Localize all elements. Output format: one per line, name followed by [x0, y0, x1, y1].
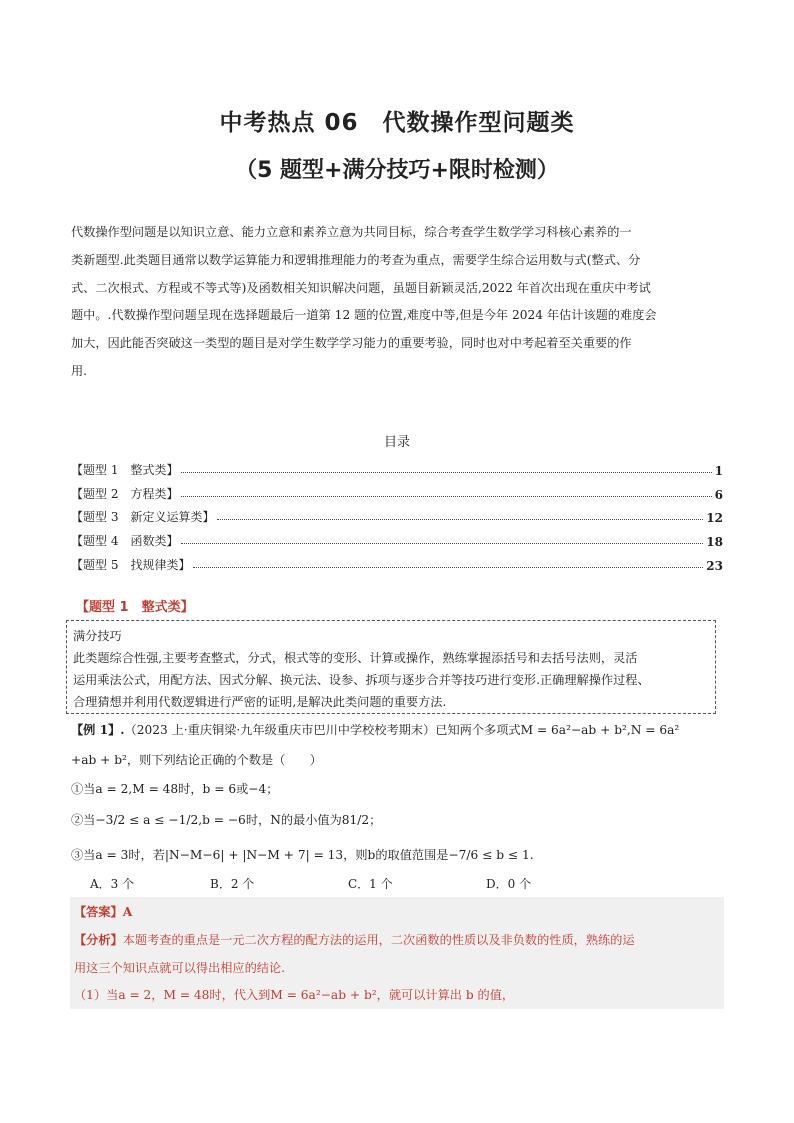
answer-value: A: [122, 905, 133, 919]
table-of-contents: [71, 454, 723, 573]
toc-item-label: 【题型 1 整式类】: [71, 462, 179, 477]
example-stem-line2: +ab + b²，则下列结论正确的个数是（ ）: [71, 753, 322, 767]
intro-line: 代数操作型问题是以知识立意、能力立意和素养立意为共同目标，综合考查学生数学学习科核心素养的一: [71, 225, 632, 239]
toc-item-page: 18: [706, 535, 723, 550]
intro-line: 题中。.代数操作型问题呈现在选择题最后一道第 12 题的位置,难度中等,但是今年 2024 年估计该题的难度会: [71, 308, 657, 323]
toc-item-label: 【题型 5 找规律类】: [71, 557, 191, 572]
toc-leader-dots: [181, 543, 703, 544]
toc-title: 目录: [383, 435, 410, 450]
toc-leader-dots: [193, 567, 703, 568]
toc-item-label: 【题型 3 新定义运算类】: [71, 510, 215, 525]
tips-heading: 满分技巧: [73, 629, 122, 643]
page-subtitle: （5 题型+满分技巧+限时检测）: [235, 158, 559, 183]
option-a[interactable]: A．3 个: [90, 877, 135, 891]
intro-paragraph: [71, 219, 723, 386]
tips-box: [66, 620, 716, 714]
option-d[interactable]: D．0 个: [486, 877, 532, 891]
toc-item-page: 6: [714, 487, 723, 502]
tips-line: 运用乘法公式，用配方法、因式分解、换元法、设参、拆项与逐步合并等技巧进行变形.正确理解操作过程、: [73, 673, 650, 687]
analysis-label: 【分析】: [74, 933, 123, 947]
toc-item[interactable]: [71, 549, 723, 573]
toc-leader-dots: [181, 472, 711, 473]
intro-line: 类新题型.此类题目通常以数学运算能力和逻辑推理能力的考查为重点，需要学生综合运用数与式(整式、分: [71, 252, 641, 267]
tips-line: 此类题综合性强,主要考查整式，分式，根式等的变形、计算或操作，熟练掌握添括号和去括号法则，灵活: [73, 651, 638, 665]
toc-item[interactable]: [71, 478, 723, 502]
intro-line: 用.: [71, 363, 88, 378]
toc-item-label: 【题型 4 函数类】: [71, 534, 179, 549]
intro-line: 式、二次根式、方程或不等式等)及函数相关知识解决问题，虽题目新颖灵活,2022 年首次出现在重庆中考试: [71, 280, 651, 295]
analysis-line-3: （1）当a = 2，M = 48时，代入到M = 6a²−ab + b²，就可以计算出 b 的值，: [74, 988, 515, 1002]
toc-leader-dots: [181, 496, 711, 497]
toc-item-label: 【题型 2 方程类】: [71, 486, 179, 501]
analysis-line-1: [74, 931, 635, 948]
toc-item-page: 12: [706, 511, 723, 526]
solution-box: [70, 897, 724, 1009]
toc-item[interactable]: [71, 454, 723, 478]
toc-item-page: 23: [706, 558, 723, 573]
example-stem-line1: 已知两个多项式M = 6a²−ab + b²,N = 6a²: [435, 723, 680, 737]
toc-item-page: 1: [714, 463, 723, 478]
example-item-1: ①当a = 2,M = 48时，b = 6或−4；: [71, 782, 279, 796]
section-heading: 【题型 1 整式类】: [76, 600, 194, 615]
analysis-text-1: 本题考查的重点是一元二次方程的配方法的运用，二次函数的性质以及非负数的性质，熟练的运: [122, 933, 635, 947]
example-stem: [71, 721, 731, 738]
intro-line: 加大，因此能否突破这一类型的题目是对学生数学学习能力的重要考验，同时也对中考起着至关重要的作: [71, 336, 632, 351]
example-item-3: ③当a = 3时，若|N−M−6| + |N−M + 7| = 13，则b的取值范围是−7/6 ≤ b ≤ 1.: [71, 848, 534, 862]
answer-line: [74, 903, 132, 920]
example-label: 【例 1】.: [71, 723, 125, 737]
toc-item[interactable]: [71, 502, 723, 526]
page-title: 中考热点 06 代数操作型问题类: [219, 110, 575, 136]
toc-leader-dots: [217, 519, 703, 520]
option-b[interactable]: B．2 个: [210, 877, 255, 891]
answer-label: 【答案】: [74, 905, 123, 919]
analysis-line-2: 用这三个知识点就可以得出相应的结论.: [74, 961, 286, 975]
example-source: （2023 上·重庆铜梁·九年级重庆市巴川中学校校考期末）: [124, 723, 436, 737]
toc-item[interactable]: [71, 525, 723, 549]
tips-line: 合理猜想并利用代数逻辑进行严密的证明,是解决此类问题的重要方法.: [73, 695, 447, 709]
option-c[interactable]: C．1 个: [348, 877, 393, 891]
example-item-2: ②当−3/2 ≤ a ≤ −1/2,b = −6时，N的最小值为81/2；: [71, 813, 382, 827]
